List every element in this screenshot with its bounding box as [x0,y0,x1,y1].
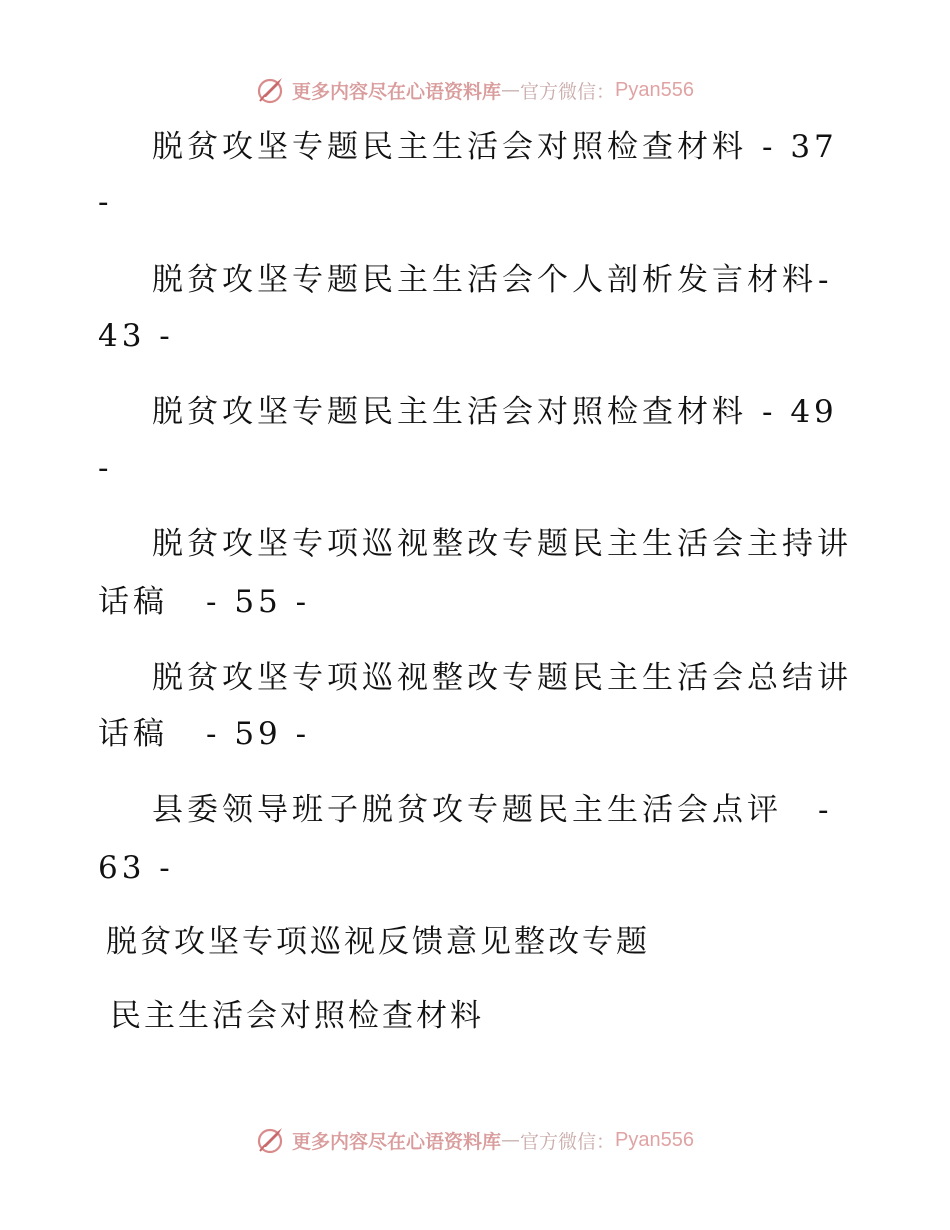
toc-entry-title: 脱贫攻坚专题民主生活会个人剖析发言材料 [152,262,817,298]
toc-entry-title: 脱贫攻坚专项巡视整改专题民主生活会总结讲 [152,660,852,696]
toc-entry-page: - 55 - [206,584,311,620]
footer-watermark [0,1120,950,1160]
toc-entry-page-continuation: - [98,184,113,220]
toc-entry-page: - [818,792,833,828]
section-heading-line2: 民主生活会对照检查材料 [110,998,484,1034]
toc-entry-title: 脱贫攻坚专题民主生活会对照检查材料 [152,394,747,430]
toc-entry-title-continuation: 话稿 [98,716,168,752]
watermark-separator: — [501,79,521,101]
toc-entry-page: - [818,262,833,298]
watermark-wechat-id: Pyan556 [615,1128,694,1151]
watermark-separator: — [501,1129,521,1151]
section-heading-line1: 脱贫攻坚专项巡视反馈意见整改专题 [106,924,650,960]
toc-entry-title-continuation: 话稿 [98,584,168,620]
toc-entry-page-continuation: 43 - [98,318,174,354]
toc-entry-title: 脱贫攻坚专题民主生活会对照检查材料 [152,129,747,165]
toc-entry-page: - 49 [762,394,838,430]
toc-entry-title: 脱贫攻坚专项巡视整改专题民主生活会主持讲 [152,526,852,562]
toc-entry-page-continuation: 63 - [98,850,174,886]
watermark-text: 更多内容尽在心语资料库 [292,1130,502,1153]
header-watermark [0,70,950,110]
quill-logo-icon [256,1125,286,1155]
watermark-label: 官方微信： [520,80,616,103]
toc-entry-page: - 59 - [206,716,311,752]
toc-entry-page: - 37 [762,129,838,165]
watermark-label: 官方微信： [520,1130,616,1153]
toc-entry-page-continuation: - [98,450,113,486]
watermark-text: 更多内容尽在心语资料库 [292,80,502,103]
watermark-wechat-id: Pyan556 [615,78,694,101]
toc-entry-title: 县委领导班子脱贫攻专题民主生活会点评 [152,792,782,828]
quill-logo-icon [256,75,286,105]
